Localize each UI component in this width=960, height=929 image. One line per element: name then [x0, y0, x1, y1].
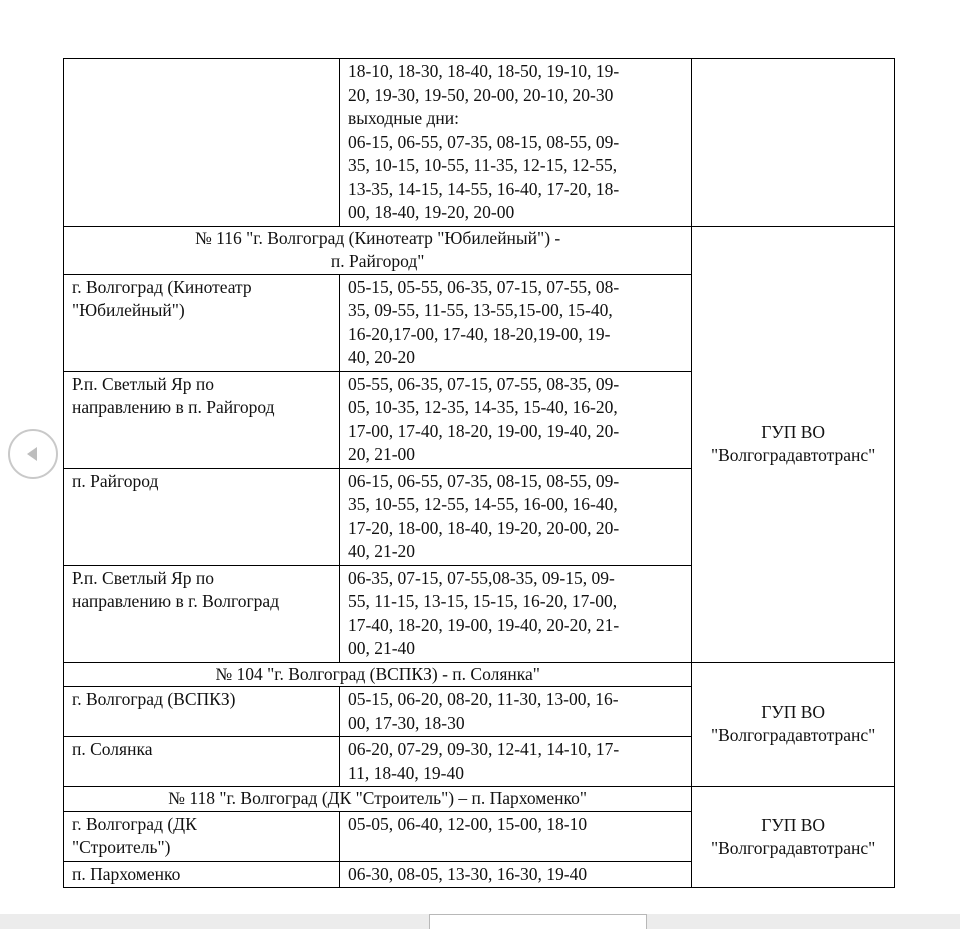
route-104-title: № 104 "г. Волгоград (ВСПКЗ) - п. Солянка"	[64, 662, 692, 687]
route-104-operator: ГУП ВО "Волгоградавтотранс"	[692, 662, 895, 787]
route-118-title: № 118 "г. Волгоград (ДК "Строитель") – п. Пархоменко"	[64, 787, 692, 812]
stop-cell: Р.п. Светлый Яр по направлению в п. Райгород	[64, 371, 340, 468]
times-cell: 05-15, 05-55, 06-35, 07-15, 07-55, 08- 35, 09-55, 11-55, 13-55,15-00, 15-40, 16-20,17-00, 17-40, 18-20,19-00, 19- 40, 20-20	[339, 274, 691, 371]
stop-cell: Р.п. Светлый Яр по направлению в г. Волгоград	[64, 565, 340, 662]
times-cell: 05-05, 06-40, 12-00, 15-00, 18-10	[339, 811, 691, 861]
table-row	[64, 59, 895, 227]
stop-cell: г. Волгоград (ДК "Строитель")	[64, 811, 340, 861]
times-cell: 05-55, 06-35, 07-15, 07-55, 08-35, 09- 05, 10-35, 12-35, 14-35, 15-40, 16-20, 17-00, 17-40, 18-20, 19-00, 19-40, 20- 20, 21-00	[339, 371, 691, 468]
stop-cell: п. Пархоменко	[64, 861, 340, 888]
route-118-operator: ГУП ВО "Волгоградавтотранс"	[692, 787, 895, 888]
stop-cell: п. Солянка	[64, 737, 340, 787]
times-cell: 06-35, 07-15, 07-55,08-35, 09-15, 09- 55, 11-15, 13-15, 15-15, 16-20, 17-00, 17-40, 18-20, 19-00, 19-40, 20-20, 21- 00, 21-40	[339, 565, 691, 662]
route-header-row	[64, 662, 895, 687]
schedule-table	[63, 58, 895, 888]
operator-cell	[692, 59, 895, 227]
stop-cell: г. Волгоград (ВСПКЗ)	[64, 687, 340, 737]
route-116-title: № 116 "г. Волгоград (Кинотеатр "Юбилейный") - п. Райгород"	[64, 226, 692, 274]
times-cell: 06-20, 07-29, 09-30, 12-41, 14-10, 17- 11, 18-40, 19-40	[339, 737, 691, 787]
route-header-row	[64, 226, 895, 274]
times-cell: 06-15, 06-55, 07-35, 08-15, 08-55, 09- 35, 10-55, 12-55, 14-55, 16-00, 16-40, 17-20, 18-00, 18-40, 19-20, 20-00, 20- 40, 21-20	[339, 468, 691, 565]
times-cell: 18-10, 18-30, 18-40, 18-50, 19-10, 19- 20, 19-30, 19-50, 20-00, 20-10, 20-30 выходные дни: 06-15, 06-55, 07-35, 08-15, 08-55, 09- 35, 10-15, 10-55, 11-35, 12-15, 12-55, 13-35, 14-15, 14-55, 16-40, 17-20, 18- 00, 18-40, 19-20, 20-00	[339, 59, 691, 227]
previous-page-button[interactable]	[8, 429, 58, 479]
stop-cell	[64, 59, 340, 227]
chevron-left-icon	[24, 445, 42, 463]
times-cell: 06-30, 08-05, 13-30, 16-30, 19-40	[339, 861, 691, 888]
route-116-operator: ГУП ВО "Волгоградавтотранс"	[692, 226, 895, 662]
route-header-row	[64, 787, 895, 812]
bottom-tab[interactable]	[429, 914, 647, 929]
times-cell: 05-15, 06-20, 08-20, 11-30, 13-00, 16- 00, 17-30, 18-30	[339, 687, 691, 737]
stop-cell: п. Райгород	[64, 468, 340, 565]
stop-cell: г. Волгоград (Кинотеатр "Юбилейный")	[64, 274, 340, 371]
